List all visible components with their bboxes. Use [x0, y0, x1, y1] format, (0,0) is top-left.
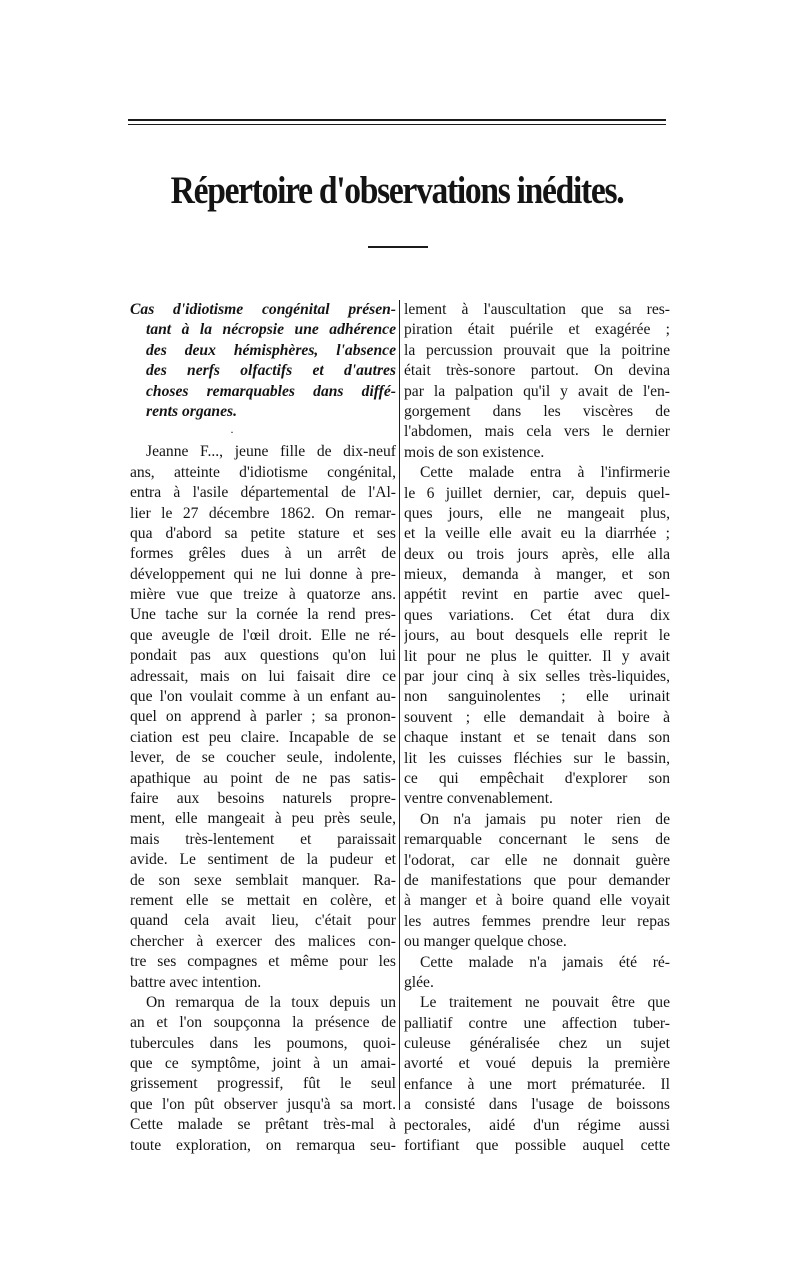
text-line: ce qui empêchait d'explorer son [404, 769, 670, 787]
text-line: que l'on voulait comme à un enfant au- [130, 688, 396, 706]
text-line: quel on apprend à parler ; sa pronon- [130, 708, 396, 726]
text-line: ventre convenablement. [404, 790, 553, 808]
paragraph-2 [130, 993, 396, 1156]
text-line: ou manger quelque chose. [404, 933, 567, 951]
text-line: tre ses compagnes et même pour les [130, 953, 396, 971]
top-rule-thin [128, 124, 666, 125]
text-line: lever, de se coucher seule, indolente, [130, 749, 396, 767]
text-line: à manger et à boire quand elle voyait [404, 892, 670, 910]
text-line: chercher à exercer des malices con- [130, 932, 396, 950]
text-line: souvent ; elle demandait à boire à [404, 708, 670, 726]
text-line: quand cela avait lieu, c'était pour [130, 912, 396, 930]
heading-line: Cas d'idiotisme congénital présen- [130, 301, 396, 318]
text-line: ment, elle mangeait à peu près seule, [130, 810, 396, 828]
heading-line: rents organes. [146, 402, 237, 420]
text-line: et la veille elle avait eu la diarrhée ; [404, 525, 670, 543]
top-double-rule [128, 119, 666, 126]
text-line: de son sexe semblait manquer. Ra- [130, 871, 396, 889]
text-line: mieux, demanda à manger, et son [404, 566, 670, 584]
right-column [404, 300, 670, 1156]
text-line: grissement progressif, fût le seul [130, 1075, 396, 1093]
text-line: Cette malade entra à l'infirmerie [420, 464, 670, 482]
text-line: faire aux besoins naturels propre- [130, 789, 396, 807]
text-line: qua d'abord sa petite stature et ses [130, 524, 396, 542]
text-line: ques variations. Cet état dura dix [404, 606, 670, 624]
text-line: la percussion prouvait que la poitrine [404, 341, 670, 359]
heading-line: des nerfs olfactifs et d'autres [146, 362, 396, 380]
text-line: an et l'on soupçonna la présence de [130, 1014, 396, 1032]
heading-line: des deux hémisphères, l'absence [146, 341, 396, 359]
text-line: Le traitement ne pouvait être que [420, 994, 670, 1012]
text-line: culeuse généralisée chez un sujet [404, 1035, 670, 1053]
text-line: mière vue que treize à quatorze ans. [130, 586, 396, 604]
text-line: On n'a jamais pu noter rien de [420, 810, 670, 828]
text-line: tubercules dans les poumons, quoi- [130, 1034, 396, 1052]
text-line: battre avec intention. [130, 973, 262, 991]
page-title: Répertoire d'observations inédites. [170, 169, 624, 212]
paragraph-3 [404, 300, 670, 463]
text-line: était très-sonore partout. On devina [404, 362, 670, 380]
heading-line: tant à la nécropsie une adhérence [146, 321, 396, 339]
text-line: mois de son existence. [404, 443, 545, 461]
text-line: adressait, mais on lui faisait dire ce [130, 667, 396, 685]
article-heading [130, 300, 396, 422]
text-line: gorgement dans les viscères de [404, 402, 670, 420]
text-line: glée. [404, 973, 434, 991]
text-line: que aveugle de l'œil droit. Elle ne ré- [130, 626, 396, 644]
text-line: par jour cinq à six selles très-liquides, [404, 668, 670, 686]
text-line: jours, au bout desquels elle reprit le [404, 627, 670, 645]
text-line: ans, atteinte d'idiotisme congénital, [130, 463, 396, 481]
text-line: a consisté dans l'usage de boissons [404, 1096, 670, 1114]
text-line: enfance à une mort prématurée. Il [404, 1075, 670, 1093]
paragraph-6 [404, 953, 670, 994]
text-line: ciation est peu claire. Incapable de se [130, 728, 396, 746]
text-line: rement elle se mettait en colère, et [130, 891, 396, 909]
text-line: lit les cuisses fléchies sur le bassin, [404, 749, 670, 767]
paragraph-7 [404, 993, 670, 1156]
text-line: le 6 juillet dernier, car, depuis quel- [404, 484, 670, 502]
title-underline-rule [368, 246, 428, 248]
text-line: que ce symptôme, joint à un amai- [130, 1055, 396, 1073]
column-divider [399, 300, 400, 1110]
text-line: appétit revint en partie avec quel- [404, 586, 670, 604]
text-line: de manifestations que pour demander [404, 871, 670, 889]
text-line: que l'on pût observer jusqu'à sa mort. [130, 1095, 396, 1113]
text-line: apathique au point de ne pas satis- [130, 769, 396, 787]
text-line: développement qui ne lui donne à pre- [130, 565, 396, 583]
paragraph-5 [404, 810, 670, 953]
text-line: l'abdomen, mais cela vers le dernier [404, 423, 670, 441]
paragraph-4 [404, 463, 670, 810]
text-line: piration était puérile et exagérée ; [404, 321, 670, 339]
top-rule-thick [128, 119, 666, 121]
text-line: par la palpation qu'il y avait de l'en- [404, 382, 670, 400]
text-line: chaque instant et se tenait dans son [404, 729, 670, 747]
heading-line: choses remarquables dans diffé- [146, 382, 396, 400]
text-line: pectorales, aidé d'un régime aussi [404, 1116, 670, 1134]
text-line: les autres femmes prendre leur repas [404, 912, 670, 930]
text-line: remarquable concernant le sens de [404, 831, 670, 849]
separator-dot: · [230, 425, 234, 440]
text-line: avorté et voué depuis la première [404, 1055, 670, 1073]
text-line: l'odorat, car elle ne donnait guère [404, 851, 670, 869]
text-line: toute exploration, on remarqua seu- [130, 1136, 396, 1154]
text-line: palliatif contre une affection tuber- [404, 1014, 670, 1032]
text-line: non sanguinolentes ; elle urinait [404, 688, 670, 706]
text-line: formes grêles dues à un arrêt de [130, 545, 396, 563]
text-line: entra à l'asile départemental de l'Al- [130, 484, 396, 502]
text-line: pondait pas aux questions qu'on lui [130, 647, 396, 665]
text-line: Une tache sur la cornée la rend pres- [130, 606, 396, 624]
text-line: On remarqua de la toux depuis un [146, 993, 396, 1011]
text-line: Cette malade se prêtant très-mal à [130, 1116, 396, 1134]
text-line: ques jours, elle ne mangeait plus, [404, 504, 670, 522]
text-line: lit pour ne plus le quitter. Il y avait [404, 647, 670, 665]
left-column [130, 300, 396, 1156]
text-line: Jeanne F..., jeune fille de dix-neuf [146, 443, 396, 461]
text-line: Cette malade n'a jamais été ré- [420, 953, 670, 971]
text-line: fortifiant que possible auquel cette [404, 1137, 670, 1155]
text-line: deux ou trois jours après, elle alla [404, 545, 670, 563]
text-line: mais très-lentement et paraissait [130, 830, 396, 848]
text-line: avide. Le sentiment de la pudeur et [130, 851, 396, 869]
paragraph-1 [130, 442, 396, 993]
text-line: lier le 27 décembre 1862. On remar- [130, 504, 396, 522]
text-line: lement à l'auscultation que sa res- [404, 301, 670, 318]
